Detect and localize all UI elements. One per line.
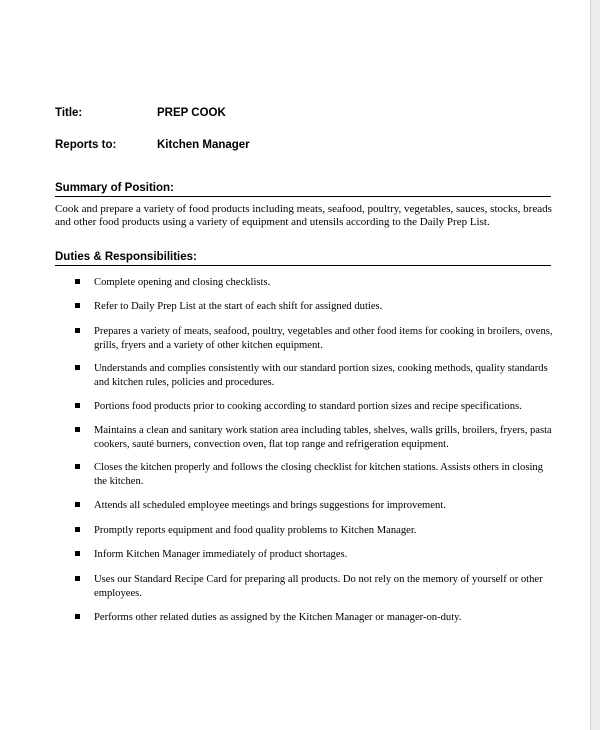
bullet-icon — [75, 527, 80, 532]
title-value: PREP COOK — [157, 107, 226, 119]
bullet-icon — [75, 551, 80, 556]
summary-heading: Summary of Position: — [55, 182, 551, 197]
bullet-icon — [75, 464, 80, 469]
bullet-icon — [75, 576, 80, 581]
reports-to-value: Kitchen Manager — [157, 139, 250, 151]
duty-item: Refer to Daily Prep List at the start of each shift for assigned duties. — [94, 301, 383, 312]
duty-item: Performs other related duties as assigned by the Kitchen Manager or manager-on-duty. — [94, 612, 462, 623]
duty-item: Complete opening and closing checklists. — [94, 277, 271, 288]
duty-item: Inform Kitchen Manager immediately of product shortages. — [94, 549, 348, 560]
duty-item: Closes the kitchen properly and follows the closing checklist for kitchen stations. Assists others in closing the kitchen. — [94, 462, 543, 487]
duty-item: Uses our Standard Recipe Card for preparing all products. Do not rely on the memory of yourself or other employees. — [94, 574, 543, 599]
duty-item: Prepares a variety of meats, seafood, poultry, vegetables and other food items for cooking in broilers, ovens, grills, fryers and a variety of other kitchen equipment. — [94, 326, 553, 351]
duty-item: Attends all scheduled employee meetings and brings suggestions for improvement. — [94, 500, 446, 511]
summary-text: Cook and prepare a variety of food products including meats, seafood, poultry, vegetables, sauces, stocks, breads and other food products using a variety of equipment and utensils according to the Daily Prep List. — [55, 203, 552, 228]
title-label: Title: — [55, 107, 83, 119]
bullet-icon — [75, 328, 80, 333]
bullet-icon — [75, 502, 80, 507]
duty-item: Maintains a clean and sanitary work station area including tables, shelves, walls grills, broilers, fryers, pasta cookers, sauté burners, convection oven, flat top range and refrigeration equipment. — [94, 425, 552, 450]
reports-to-label: Reports to: — [55, 139, 117, 151]
bullet-icon — [75, 614, 80, 619]
duty-item: Understands and complies consistently with our standard portion sizes, cooking methods, quality standards and kitchen rules, policies and procedures. — [94, 363, 548, 388]
bullet-icon — [75, 427, 80, 432]
bullet-icon — [75, 279, 80, 284]
duty-item: Portions food products prior to cooking according to standard portion sizes and recipe specifications. — [94, 401, 522, 412]
bullet-icon — [75, 403, 80, 408]
duties-heading: Duties & Responsibilities: — [55, 251, 551, 266]
bullet-icon — [75, 365, 80, 370]
bullet-icon — [75, 303, 80, 308]
duty-item: Promptly reports equipment and food quality problems to Kitchen Manager. — [94, 525, 417, 536]
